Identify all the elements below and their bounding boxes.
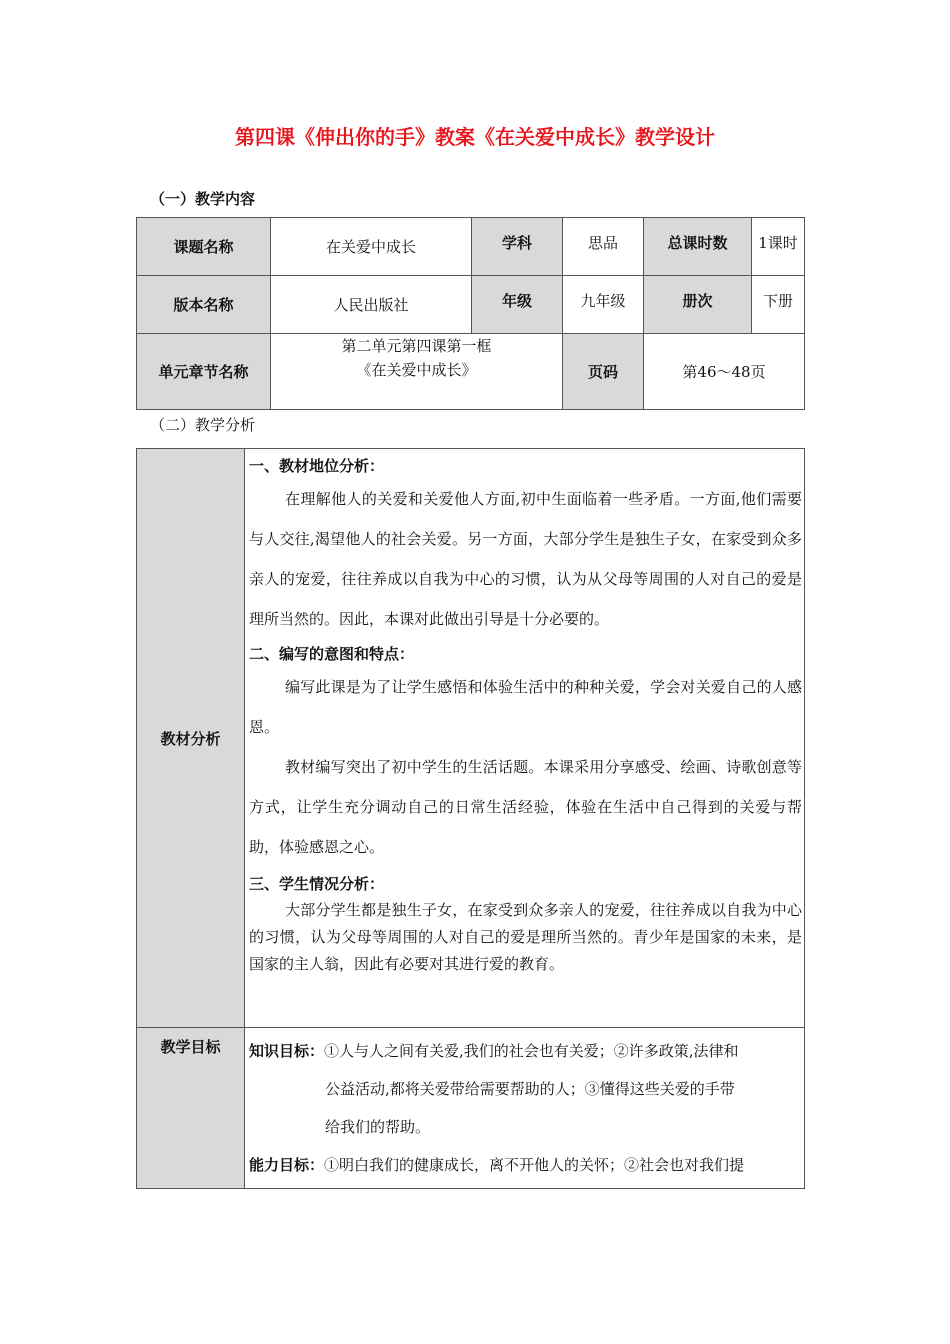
goal-knowledge-label: 知识目标： — [249, 1042, 325, 1060]
label-edition: 版本名称 — [137, 276, 271, 334]
value-subject: 思品 — [563, 218, 644, 276]
goal-knowledge-line2: 公益活动,都将关爱带给需要帮助的人；③懂得这些关爱的手带 — [325, 1080, 735, 1098]
goal-ability — [249, 1146, 802, 1184]
goal-knowledge — [249, 1032, 802, 1146]
value-chapter-line1: 第二单元第四课第一框 — [341, 337, 492, 355]
info-row-edition — [137, 276, 805, 334]
value-total-hours: 1课时 — [752, 218, 805, 276]
value-volume: 下册 — [752, 276, 805, 334]
goal-knowledge-line3: 给我们的帮助。 — [325, 1118, 431, 1136]
value-chapter-line2: 《在关爱中成长》 — [356, 361, 477, 379]
analysis-table — [136, 448, 805, 1189]
analysis-row-material — [137, 449, 805, 1028]
info-row-topic — [137, 218, 805, 276]
label-volume: 册次 — [644, 276, 752, 334]
paragraph-writing-intent: 编写此课是为了让学生感悟和体验生活中的种种关爱，学会对关爱自己的人感恩。 — [249, 678, 802, 736]
goal-ability-label: 能力目标： — [249, 1156, 325, 1174]
label-total-hours: 总课时数 — [644, 218, 752, 276]
label-grade: 年级 — [472, 276, 563, 334]
label-topic: 课题名称 — [137, 218, 271, 276]
value-edition: 人民出版社 — [271, 276, 472, 334]
value-topic: 在关爱中成长 — [271, 218, 472, 276]
paragraph-material-position: 在理解他人的关爱和关爱他人方面,初中生面临着一些矛盾。一方面,他们需要与人交往,渴望他人的社会关爱。另一方面，大部分学生是独生子女，在家受到众多亲人的宠爱，往往养成以自我为中心的习惯，认为从父母等周围的人对自己的爱是理所当然的。因此，本课对此做出引导是十分必要的。 — [249, 490, 802, 628]
material-analysis-content — [245, 449, 805, 1028]
side-material-analysis: 教材分析 — [137, 449, 245, 1028]
teaching-goals-content — [245, 1028, 805, 1189]
label-chapter: 单元章节名称 — [137, 334, 271, 410]
section-heading-content: （一）教学内容 — [150, 190, 256, 208]
section-heading-analysis: （二）教学分析 — [150, 416, 256, 434]
label-page: 页码 — [563, 334, 644, 410]
paragraph-student-analysis: 大部分学生都是独生子女，在家受到众多亲人的宠爱，往往养成以自我为中心的习惯，认为父母等周围的人对自己的爱是理所当然的。青少年是国家的未来，是国家的主人翁，因此有必要对其进行爱的教育。 — [249, 901, 802, 973]
heading-student-analysis: 三、学生情况分析： — [249, 875, 385, 893]
goal-knowledge-line1: ①人与人之间有关爱,我们的社会也有关爱；②许多政策,法律和 — [324, 1042, 739, 1060]
info-table — [136, 217, 805, 410]
heading-writing-intent: 二、编写的意图和特点： — [249, 645, 415, 663]
value-chapter — [271, 334, 563, 410]
goal-ability-line1: ①明白我们的健康成长，离不开他人的关怀；②社会也对我们提 — [324, 1156, 745, 1174]
document-title: 第四课《伸出你的手》教案《在关爱中成长》教学设计 — [235, 125, 715, 149]
value-page: 第46～48页 — [644, 334, 805, 410]
value-grade: 九年级 — [563, 276, 644, 334]
side-teaching-goals: 教学目标 — [137, 1028, 245, 1189]
paragraph-writing-features: 教材编写突出了初中学生的生活话题。本课采用分享感受、绘画、诗歌创意等方式，让学生充分调动自己的日常生活经验，体验在生活中自己得到的关爱与帮助，体验感恩之心。 — [249, 758, 802, 856]
analysis-row-goals — [137, 1028, 805, 1189]
heading-material-position: 一、教材地位分析： — [249, 457, 385, 475]
info-row-chapter — [137, 334, 805, 410]
label-subject: 学科 — [472, 218, 563, 276]
